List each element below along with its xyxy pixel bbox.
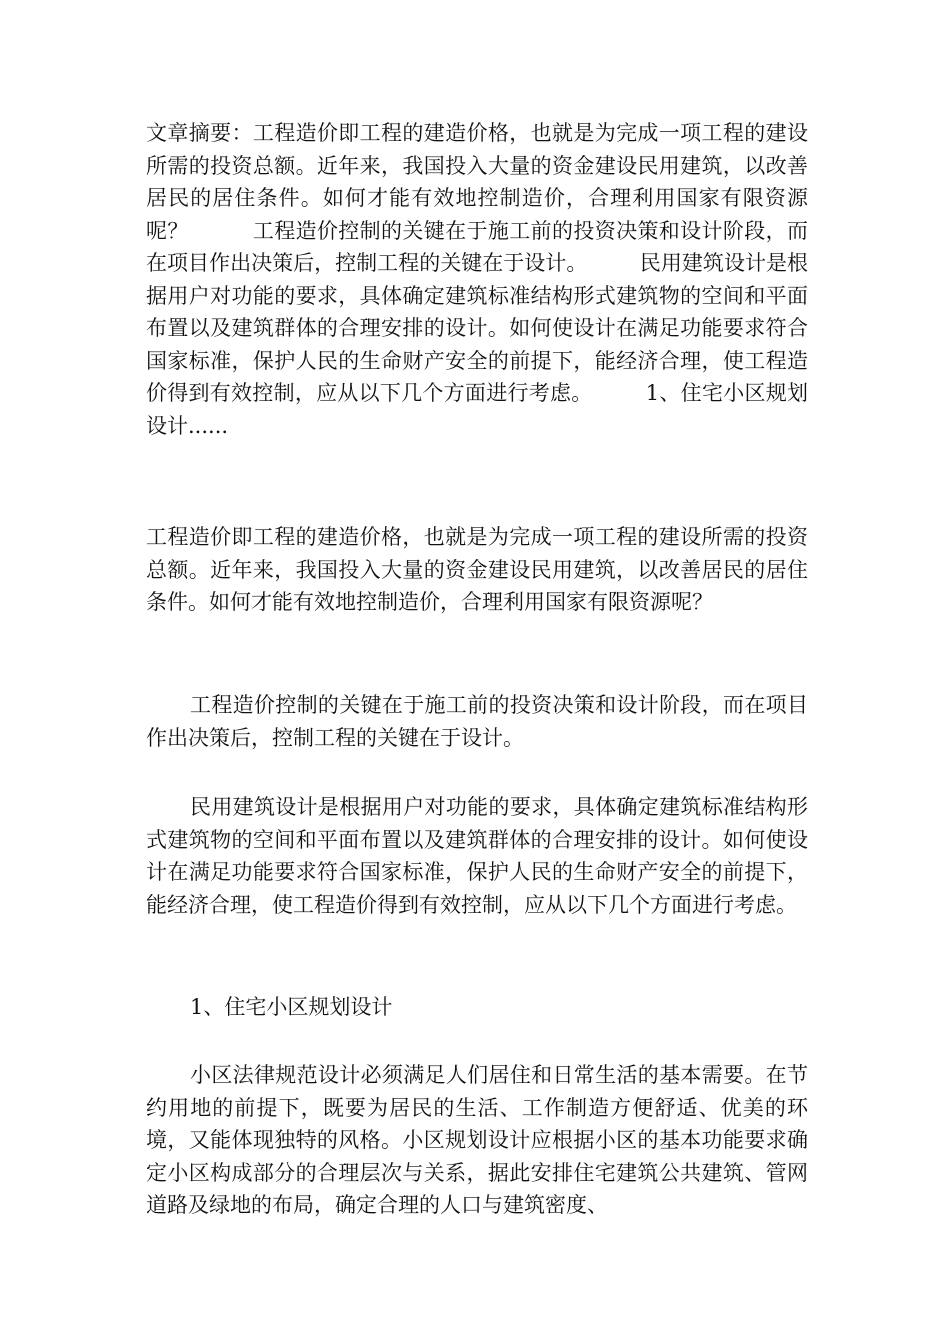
paragraph-civil-design: 民用建筑设计是根据用户对功能的要求，具体确定建筑标准结构形式建筑物的空间和平面布置以及建筑群体的合理安排的设计。如何使设计在满足功能要求符合国家标准，保护人民的生命财产安全的前提下，能经济合理，使工程造价得到有效控制，应从以下几个方面进行考虑。	[146, 795, 808, 917]
article-abstract: 文章摘要：工程造价即工程的建造价格，也就是为完成一项工程的建设所需的投资总额。近年来，我国投入大量的资金建设民用建筑，以改善居民的居住条件。如何才能有效地控制造价，合理利用国家有限资源呢？ 工程造价控制的关键在于施工前的投资决策和设计阶段，而在项目作出决策后，控制工程的关键在于设计。 民用建筑设计是根据用户对功能的要求，具体确定建筑标准结构形式建筑物的空间和平面布置以及建筑群体的合理安排的设计。如何使设计在满足功能要求符合国家标准，保护人民的生命财产安全的前提下，能经济合理，使工程造价得到有效控制，应从以下几个方面进行考虑。 1、住宅小区规划设计......	[146, 121, 808, 438]
section-heading-residential-planning: 1、住宅小区规划设计	[190, 995, 393, 1019]
paragraph-residential-planning: 小区法律规范设计必须满足人们居住和日常生活的基本需要。在节约用地的前提下，既要为居民的生活、工作制造方便舒适、优美的环境，又能体现独特的风格。小区规划设计应根据小区的基本功能要求确定小区构成部分的合理层次与关系，据此安排住宅建筑公共建筑、管网道路及绿地的布局，确定合理的人口与建筑密度、	[146, 1063, 808, 1217]
paragraph-intro: 工程造价即工程的建造价格，也就是为完成一项工程的建设所需的投资总额。近年来，我国投入大量的资金建设民用建筑，以改善居民的居住条件。如何才能有效地控制造价，合理利用国家有限资源呢？	[146, 525, 808, 614]
paragraph-cost-control: 工程造价控制的关键在于施工前的投资决策和设计阶段，而在项目作出决策后，控制工程的关键在于设计。	[146, 693, 808, 750]
